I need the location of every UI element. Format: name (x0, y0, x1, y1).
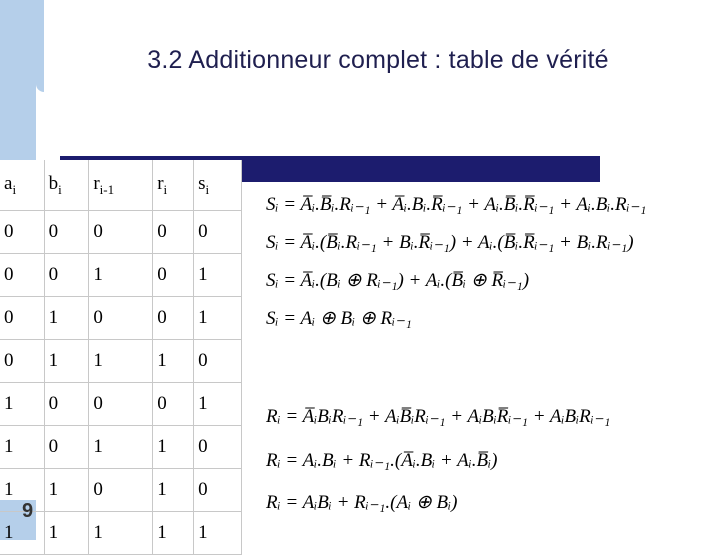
table-cell: 1 (0, 426, 44, 469)
table-cell: 0 (0, 297, 44, 340)
sum-formula-2: Sᵢ = A̅ᵢ.(B̅ᵢ.Rᵢ₋₁ + Bᵢ.R̅ᵢ₋₁) + Aᵢ.(B̅ᵢ.R̅ᵢ₋₁ + Bᵢ.Rᵢ₋₁) (266, 232, 634, 253)
table-cell: 1 (153, 512, 194, 555)
header-subscript: i-1 (99, 181, 115, 197)
header-cell-b-i (44, 160, 89, 211)
sum-formula-4: Sᵢ = Aᵢ ⊕ Bᵢ ⊕ Rᵢ₋₁ (266, 308, 412, 329)
carry-formula-3: Rᵢ = AᵢBᵢ + Rᵢ₋₁.(Aᵢ ⊕ Bᵢ) (266, 492, 458, 513)
table-cell: 1 (89, 254, 153, 297)
table-cell: 0 (89, 297, 153, 340)
table-cell: 0 (194, 211, 242, 254)
page-number: 9 (22, 500, 34, 522)
table-cell: 0 (44, 426, 89, 469)
table-cell: 1 (194, 383, 242, 426)
table-cell: 1 (0, 383, 44, 426)
table-cell: 0 (89, 211, 153, 254)
table-cell: 1 (153, 469, 194, 512)
table-row (0, 426, 242, 469)
table-cell: 0 (153, 383, 194, 426)
header-cell-r-i (153, 160, 194, 211)
carry-formula-1: Rᵢ = A̅ᵢBᵢRᵢ₋₁ + AᵢB̅ᵢRᵢ₋₁ + AᵢBᵢR̅ᵢ₋₁ + AᵢBᵢRᵢ₋₁ (266, 406, 611, 427)
table-row (0, 297, 242, 340)
truth-table (0, 160, 242, 543)
table-cell: 1 (0, 469, 44, 512)
slide-title: 3.2 Additionneur complet : table de vérité (147, 46, 609, 74)
table-cell: 0 (44, 383, 89, 426)
table-cell: 0 (0, 211, 44, 254)
table-cell: 1 (44, 297, 89, 340)
table-cell: 1 (194, 254, 242, 297)
header-cell-a-i (0, 160, 44, 211)
table-cell: 0 (194, 340, 242, 383)
table-cell: 0 (194, 426, 242, 469)
table-cell: 0 (153, 211, 194, 254)
formula-area (260, 185, 715, 525)
table-cell: 0 (44, 254, 89, 297)
table-cell: 0 (194, 469, 242, 512)
header-cell-r-i-1 (89, 160, 153, 211)
table-cell: 1 (194, 512, 242, 555)
table-cell: 1 (89, 512, 153, 555)
table-cell: 0 (153, 297, 194, 340)
table-cell: 1 (0, 512, 44, 555)
carry-formula-2: Rᵢ = Aᵢ.Bᵢ + Rᵢ₋₁.(A̅ᵢ.Bᵢ + Aᵢ.B̅ᵢ) (266, 450, 498, 471)
table-cell: 0 (89, 383, 153, 426)
table-cell: 0 (44, 211, 89, 254)
header-cell-s-i (194, 160, 242, 211)
header-subscript: i (58, 181, 62, 197)
table-row (0, 383, 242, 426)
table-row (0, 512, 242, 555)
header-subscript: i (205, 181, 210, 197)
sum-formula-3: Sᵢ = A̅ᵢ.(Bᵢ ⊕ Rᵢ₋₁) + Aᵢ.(B̅ᵢ ⊕ R̅ᵢ₋₁) (266, 270, 530, 291)
header-subscript: i (163, 181, 168, 197)
table-cell: 1 (44, 340, 89, 383)
title-decor-strip (36, 0, 44, 92)
table-cell: 0 (89, 469, 153, 512)
table-cell: 1 (153, 426, 194, 469)
header-subscript: i (12, 181, 17, 197)
table-cell: 1 (153, 340, 194, 383)
table-row (0, 340, 242, 383)
header-symbol: s (198, 172, 206, 194)
truth-table-header-row (0, 160, 242, 211)
table-row (0, 469, 242, 512)
header-symbol: r (157, 172, 164, 194)
table-cell: 1 (89, 426, 153, 469)
sum-formula-1: Sᵢ = A̅ᵢ.B̅ᵢ.Rᵢ₋₁ + A̅ᵢ.Bᵢ.R̅ᵢ₋₁ + Aᵢ.B̅ᵢ.R̅ᵢ₋₁ + Aᵢ.Bᵢ.Rᵢ₋₁ (266, 194, 647, 215)
table-cell: 1 (89, 340, 153, 383)
header-symbol: a (4, 172, 13, 194)
header-symbol: r (93, 172, 100, 194)
table-cell: 0 (0, 254, 44, 297)
table-cell: 1 (44, 469, 89, 512)
table-row (0, 254, 242, 297)
table-row (0, 211, 242, 254)
header-symbol: b (48, 172, 59, 194)
table-cell: 0 (153, 254, 194, 297)
truth-table-grid (0, 160, 242, 555)
table-cell: 0 (0, 340, 44, 383)
table-cell: 1 (194, 297, 242, 340)
table-cell: 1 (44, 512, 89, 555)
